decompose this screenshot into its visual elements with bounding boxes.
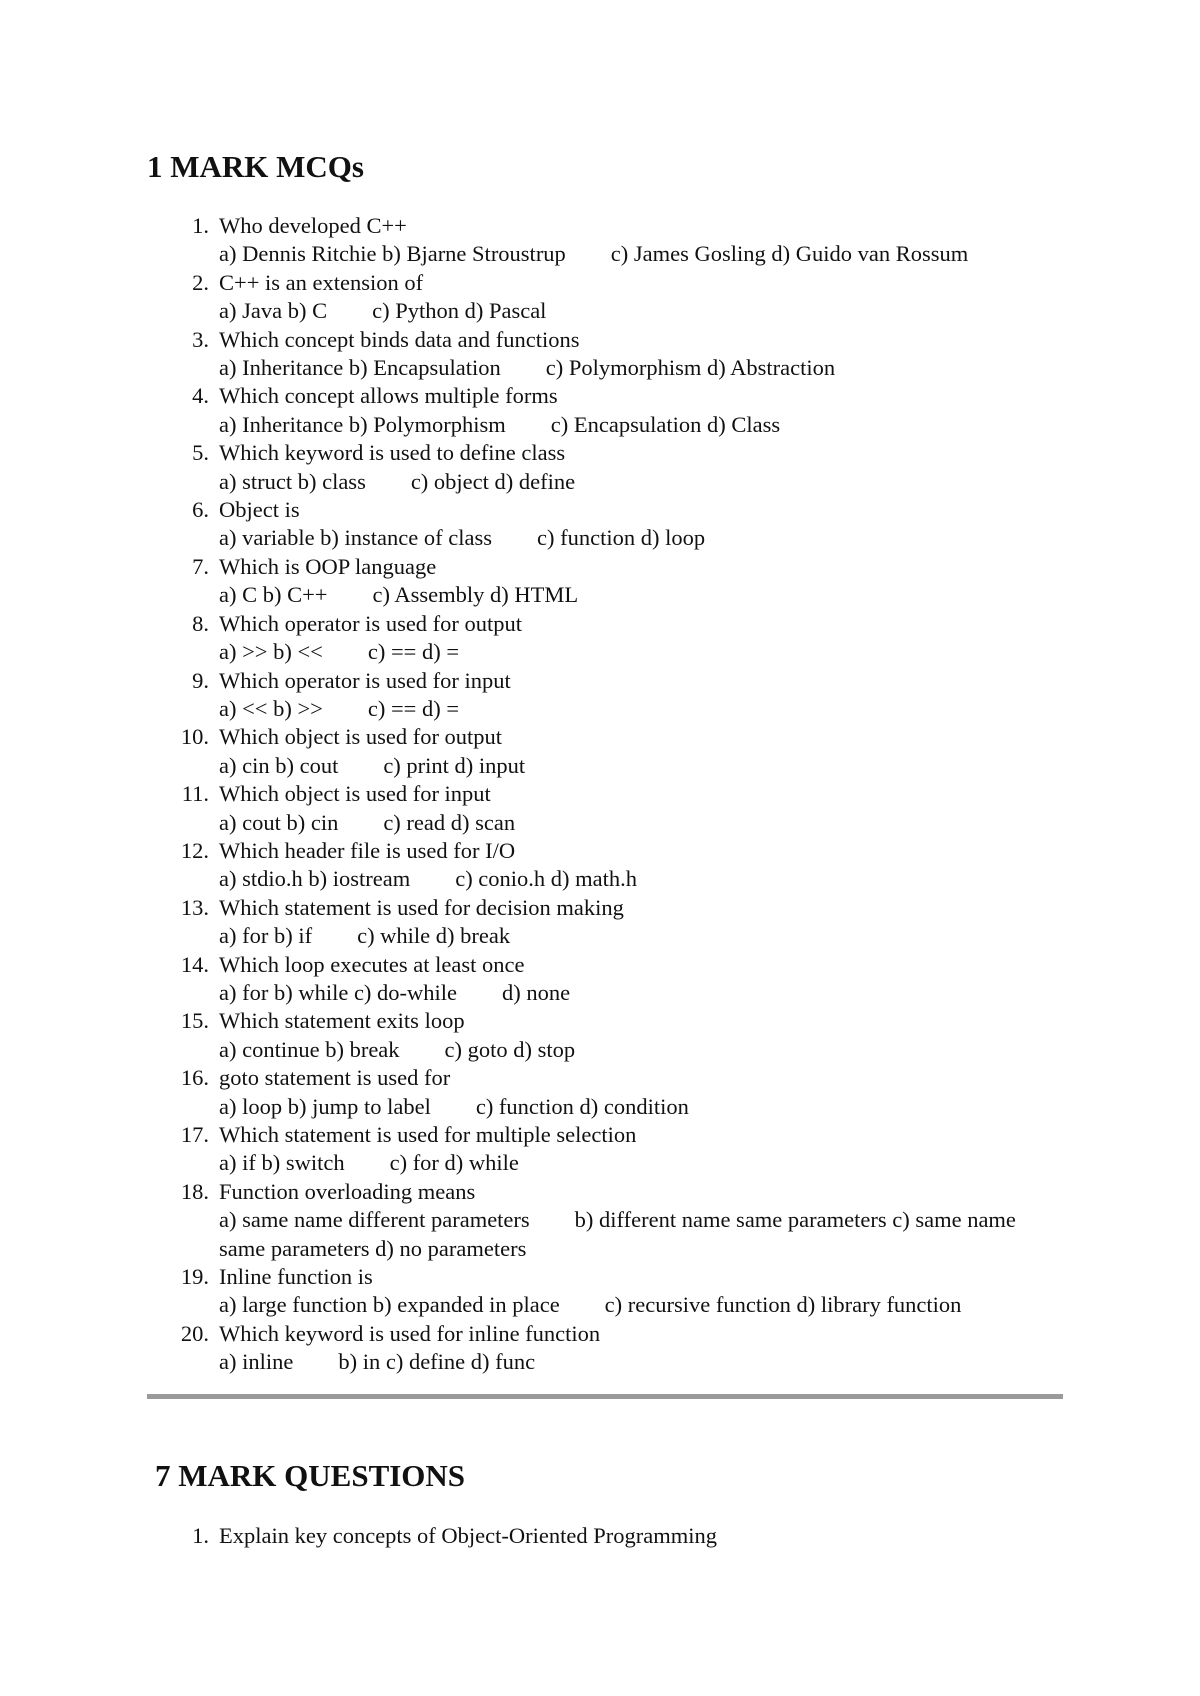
question-text: Which header file is used for I/O <box>219 837 516 863</box>
question-number: 2. <box>192 269 209 295</box>
answer-options: a) >> b) << c) == d) = <box>219 639 460 665</box>
question-item <box>0 837 1039 894</box>
answer-options: a) loop b) jump to label c) function d) condition <box>219 1093 689 1119</box>
question-number: 5. <box>192 440 209 466</box>
question-number: 18. <box>180 1178 209 1204</box>
question-number: 7. <box>192 553 209 579</box>
answer-options: a) same name different parameters b) different name same parameters c) same name same parameters d) no parameters <box>219 1207 1022 1261</box>
answer-options: a) cout b) cin c) read d) scan <box>219 809 516 835</box>
question-number: 3. <box>192 326 209 352</box>
question-item <box>0 439 1039 496</box>
section-divider <box>147 1394 1063 1399</box>
question-number: 15. <box>180 1008 209 1034</box>
answer-options: a) inline b) in c) define d) func <box>219 1349 536 1375</box>
answer-options: a) for b) while c) do-while d) none <box>219 979 571 1005</box>
question-item <box>0 1263 1039 1320</box>
question-text: Function overloading means <box>219 1178 476 1204</box>
answer-options: a) struct b) class c) object d) define <box>219 468 576 494</box>
question-number: 9. <box>192 667 209 693</box>
mcq-question-list <box>0 212 1039 1377</box>
question-text: Which concept binds data and functions <box>219 326 580 352</box>
question-number: 17. <box>180 1122 209 1147</box>
question-number: 13. <box>180 894 209 920</box>
question-item <box>0 496 1039 553</box>
question-text: Which is OOP language <box>219 553 437 579</box>
answer-options: a) variable b) instance of class c) function d) loop <box>219 525 706 551</box>
mcq-section-heading: 1 MARK MCQs <box>147 149 364 184</box>
answer-options: a) if b) switch c) for d) while <box>219 1150 519 1176</box>
question-item <box>0 1522 1039 1550</box>
question-item <box>0 667 1039 724</box>
question-text: Which object is used for output <box>219 724 503 750</box>
question-number: 1. <box>192 1523 209 1548</box>
question-text: C++ is an extension of <box>219 269 424 295</box>
question-item <box>0 894 1039 951</box>
seven-mark-question-list <box>0 1522 1039 1550</box>
question-number: 1. <box>192 213 209 238</box>
answer-options: a) Java b) C c) Python d) Pascal <box>219 298 547 324</box>
answer-options: a) << b) >> c) == d) = <box>219 695 460 721</box>
question-text: Which object is used for input <box>219 781 491 807</box>
question-text: Explain key concepts of Object-Oriented Programming <box>219 1523 717 1548</box>
question-number: 4. <box>192 383 209 409</box>
question-text: Which loop executes at least once <box>219 951 525 977</box>
question-number: 8. <box>192 610 209 636</box>
question-item <box>0 1121 1039 1178</box>
question-item <box>0 212 1039 269</box>
question-number: 14. <box>180 951 209 977</box>
question-item <box>0 382 1039 439</box>
question-text: Which statement exits loop <box>219 1008 465 1034</box>
answer-options: a) Dennis Ritchie b) Bjarne Stroustrup c) James Gosling d) Guido van Rossum <box>219 241 969 267</box>
answer-options: a) large function b) expanded in place c) recursive function d) library function <box>219 1292 962 1318</box>
question-item <box>0 780 1039 837</box>
answer-options: a) C b) C++ c) Assembly d) HTML <box>219 582 579 608</box>
question-number: 12. <box>180 837 209 863</box>
question-text: Which keyword is used to define class <box>219 440 566 466</box>
seven-mark-section-heading: 7 MARK QUESTIONS <box>155 1458 466 1493</box>
question-item <box>0 1320 1039 1377</box>
answer-options: a) cin b) cout c) print d) input <box>219 752 526 778</box>
question-text: Who developed C++ <box>219 213 407 238</box>
question-item <box>0 610 1039 667</box>
question-text: Which keyword is used for inline function <box>219 1320 601 1346</box>
question-number: 16. <box>180 1065 209 1091</box>
question-item <box>0 723 1039 780</box>
question-text: goto statement is used for <box>219 1065 451 1091</box>
answer-options: a) continue b) break c) goto d) stop <box>219 1036 576 1062</box>
question-item <box>0 1007 1039 1064</box>
question-text: Which concept allows multiple forms <box>219 383 558 409</box>
question-number: 11. <box>181 781 209 807</box>
answer-options: a) Inheritance b) Encapsulation c) Polymorphism d) Abstraction <box>219 355 836 381</box>
answer-options: a) Inheritance b) Polymorphism c) Encapsulation d) Class <box>219 411 781 437</box>
question-text: Which operator is used for output <box>219 610 523 636</box>
question-number: 6. <box>192 497 209 523</box>
question-item <box>0 269 1039 326</box>
question-text: Object is <box>219 497 300 523</box>
question-text: Which statement is used for decision making <box>219 894 624 920</box>
answer-options: a) stdio.h b) iostream c) conio.h d) math.h <box>219 866 638 892</box>
question-number: 19. <box>180 1264 209 1290</box>
question-text: Inline function is <box>219 1264 373 1290</box>
question-text: Which statement is used for multiple selection <box>219 1122 637 1147</box>
question-item <box>0 1064 1039 1121</box>
question-item <box>0 326 1039 383</box>
question-number: 10. <box>180 724 209 750</box>
question-item <box>0 951 1039 1008</box>
question-item <box>0 553 1039 610</box>
answer-options: a) for b) if c) while d) break <box>219 923 511 949</box>
question-text: Which operator is used for input <box>219 667 511 693</box>
question-number: 20. <box>180 1320 209 1346</box>
question-item <box>0 1178 1039 1263</box>
